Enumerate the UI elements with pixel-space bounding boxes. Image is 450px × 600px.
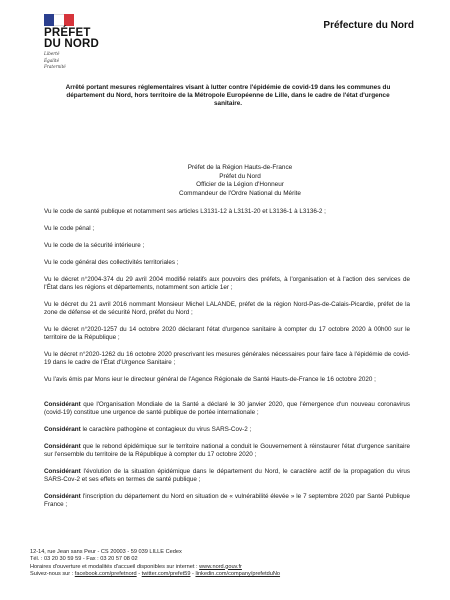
paragraph-considerant: Considérant l'évolution de la situation épidémique dans le département du Nord, le caractère actif de la propagation du virus SARS-Cov-2 et ses effets en termes de santé publique ;: [44, 468, 410, 484]
french-flag-icon: [44, 14, 74, 26]
footer-phone: Tél. : 03 20 30 59 59 - Fax : 03 20 57 08 02: [30, 556, 138, 563]
signatory-line: Officier de la Légion d'Honneur: [196, 181, 284, 188]
paragraph-vu: Vu le décret n°2020-1257 du 14 octobre 2020 déclarant l'état d'urgence sanitaire à compter du 17 octobre 2020 à 00h00 sur le territoire de la République ;: [44, 326, 410, 342]
paragraph-vu: Vu l'avis émis par Mons ieur le directeur général de l'Agence Régionale de Santé Hauts-de-France le 16 octobre 2020 ;: [44, 376, 376, 383]
footer-social: Suivez-nous sur : facebook.com/prefetnord - twitter.com/prefet59 - linkedin.com/company/prefetduNo: [30, 570, 281, 577]
signatory-line: Commandeur de l'Ordre National du Mérite: [179, 189, 301, 197]
prefet-du-nord-logo: [44, 14, 124, 70]
paragraph-considerant: Considérant l'inscription du département du Nord en situation de « vulnérabilité élevée » le 7 septembre 2020 par Santé Publique France ;: [44, 493, 410, 509]
logo-line-1: PRÉFET: [44, 27, 91, 39]
prefecture-heading: Préfecture du Nord: [323, 20, 414, 31]
signatory-block: [130, 164, 350, 198]
motto-fraternite: Fraternité: [44, 64, 66, 70]
motto-liberte: Liberté: [44, 51, 60, 56]
website-link[interactable]: www.nord.gouv.fr: [199, 563, 242, 570]
paragraph-vu: Vu le code pénal ;: [44, 225, 95, 232]
twitter-link[interactable]: twitter.com/prefet59: [141, 570, 191, 577]
linkedin-link[interactable]: linkedin.com/company/prefetduNo: [195, 570, 281, 577]
paragraph-considerant: Considérant que l'Organisation Mondiale de la Santé a déclaré le 30 janvier 2020, que l'émergence d'un nouveau coronavirus (covid-19) constitue une urgence de santé publique de portée internationale ;: [44, 401, 410, 417]
paragraph-vu: Vu le code général des collectivités territoriales ;: [44, 259, 179, 266]
paragraph-vu: Vu le décret n°2004-374 du 29 avril 2004 modifié relatifs aux pouvoirs des préfets, à l'organisation et à l'action des services de l'État dans les régions et départements, notamment son article 1er ;: [44, 276, 410, 292]
footer-hours: Horaires d'ouverture et modalités d'accueil disponibles sur internet : www.nord.gouv.fr: [30, 563, 242, 570]
paragraph-vu: Vu le code de santé publique et notamment ses articles L3131-12 à L3131-20 et L3136-1 à L3136-2 ;: [44, 208, 326, 215]
paragraph-vu: Vu le décret n°2020-1262 du 16 octobre 2020 prescrivant les mesures générales nécessaires pour faire face à l'épidémie de covid-19 dans le cadre de l'État d'Urgence Sanitaire ;: [44, 351, 410, 367]
signatory-line: Préfet du Nord: [219, 172, 261, 180]
paragraph-vu: Vu le code de la sécurité intérieure ;: [44, 242, 145, 249]
footer-address: 12-14, rue Jean sans Peur - CS 20003 - 59 039 LILLE Cedex: [30, 549, 182, 555]
logo-line-2: DU NORD: [44, 38, 100, 50]
footer-contact: [30, 549, 380, 578]
paragraph-considerant: Considérant que le rebond épidémique sur le territoire national a conduit le Gouvernement à réinstaurer l'état d'urgence sanitaire sur l'ensemble du territoire de la République à compter du 17 octobre 2020 ;: [44, 443, 410, 459]
facebook-link[interactable]: facebook.com/prefetnord: [74, 570, 137, 577]
paragraph-vu: Vu le décret du 21 avril 2016 nommant Monsieur Michel LALANDE, préfet de la région Nord-Pas-de-Calais-Picardie, préfet de la zone de défense et de sécurité Nord, préfet du Nord ;: [44, 301, 410, 317]
decree-title: Arrêté portant mesures réglementaires visant à lutter contre l'épidémie de covid-19 dans les communes du département du Nord, hors territoire de la Métropole Européenne de Lille, dans le cadre de l'état d'urgence sanitaire.: [65, 84, 391, 107]
motto-egalite: Égalité: [44, 57, 60, 63]
signatory-line: Préfet de la Région Hauts-de-France: [187, 164, 293, 171]
paragraph-considerant: Considérant le caractère pathogène et contagieux du virus SARS-Cov-2 ;: [44, 426, 252, 433]
